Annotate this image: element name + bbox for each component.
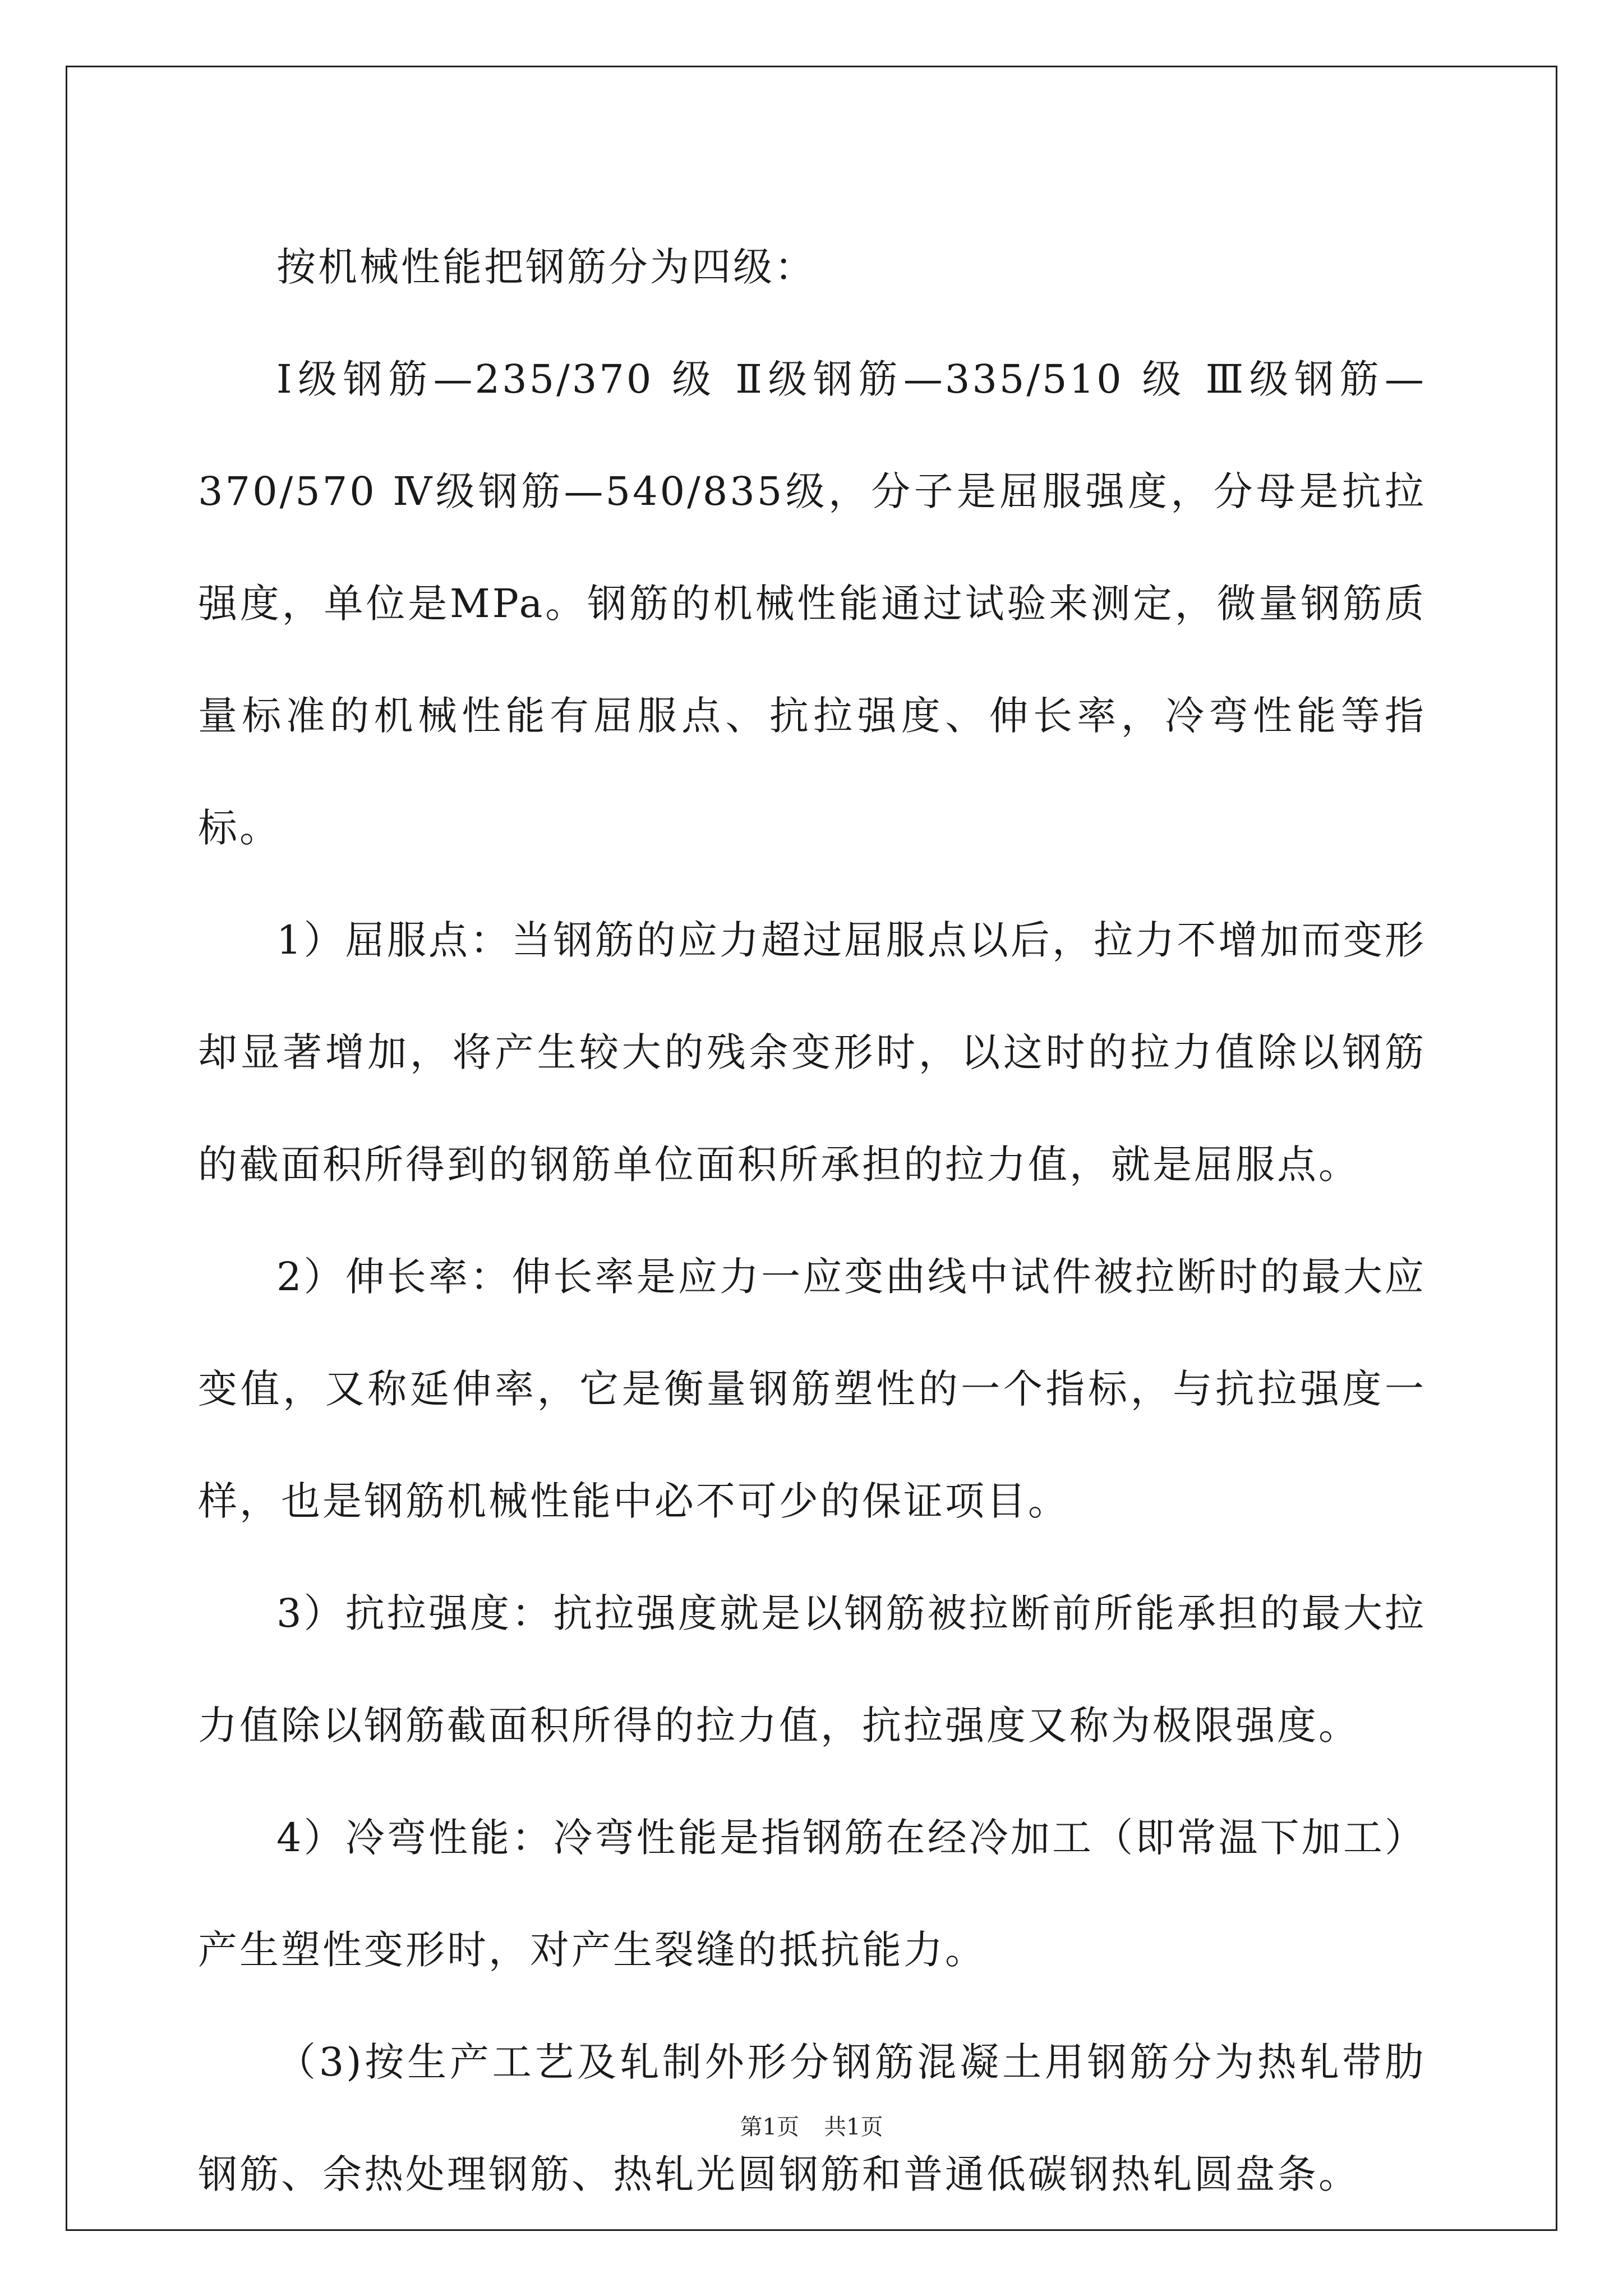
paragraph-production-process: （3)按生产工艺及轧制外形分钢筋混凝土用钢筋分为热轧带肋钢筋、余热处理钢筋、热轧光圆钢筋和普通低碳钢热轧圆盘条。 bbox=[198, 2039, 1426, 2197]
page-total: 共1页 bbox=[824, 2114, 883, 2140]
paragraph-grades: Ⅰ级钢筋—235/370 级 Ⅱ级钢筋—335/510 级 Ⅲ级钢筋—370/570 Ⅳ级钢筋—540/835级，分子是屈服强度，分母是抗拉强度，单位是MPa。钢筋的机械性能通过试验来测定，微量钢筋质量标准的机械性能有屈服点、抗拉强度、伸长率，冷弯性能等指标。 bbox=[198, 356, 1426, 851]
paragraph-cold-bend: 4）冷弯性能：冷弯性能是指钢筋在经冷加工（即常温下加工）产生塑性变形时，对产生裂缝的抵抗能力。 bbox=[198, 1815, 1426, 1973]
paragraph-elongation: 2）伸长率：伸长率是应力一应变曲线中试件被拉断时的最大应变值，又称延伸率，它是衡量钢筋塑性的一个指标，与抗拉强度一样，也是钢筋机械性能中必不可少的保证项目。 bbox=[198, 1254, 1426, 1524]
page-number: 第1页 bbox=[740, 2114, 799, 2140]
document-body bbox=[198, 211, 1426, 2230]
paragraph-tensile-strength: 3）抗拉强度：抗拉强度就是以钢筋被拉断前所能承担的最大拉力值除以钢筋截面积所得的拉力值，抗拉强度又称为极限强度。 bbox=[198, 1590, 1426, 1749]
page-footer bbox=[0, 2109, 1623, 2141]
paragraph-intro: 按机械性能把钢筋分为四级： bbox=[276, 244, 816, 290]
paragraph-yield-point: 1）屈服点：当钢筋的应力超过屈服点以后，拉力不增加而变形却显著增加，将产生较大的残余变形时，以这时的拉力值除以钢筋的截面积所得到的钢筋单位面积所承担的拉力值，就是屈服点。 bbox=[198, 917, 1426, 1188]
